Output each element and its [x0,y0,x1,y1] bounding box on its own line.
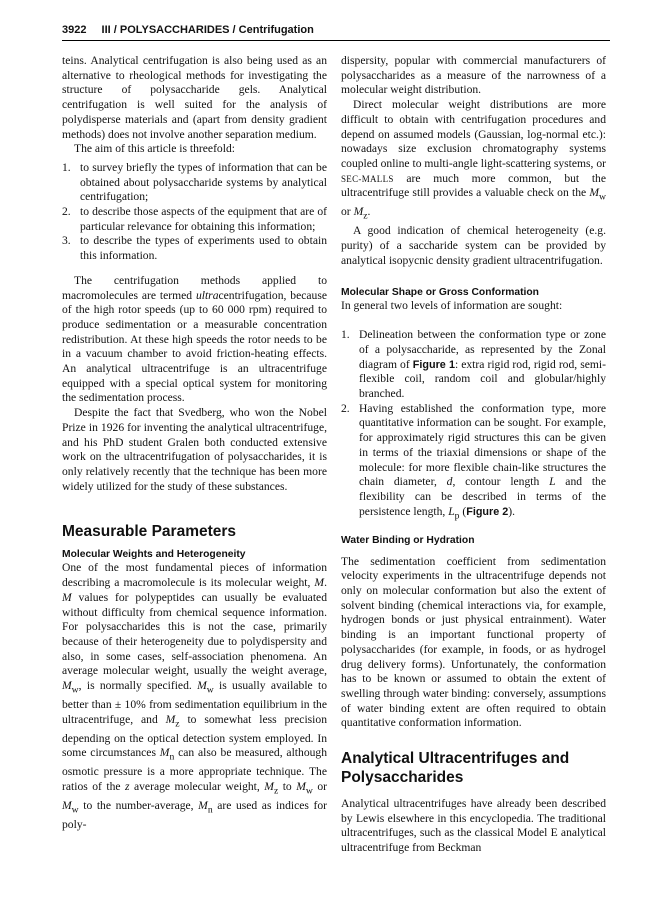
list-text: to survey briefly the types of information that can be obtained about polysaccharide systems by analytical centrifugation; [80,160,327,204]
list-text: to describe the types of experiments used to obtain this information. [80,234,327,263]
acronym: SEC-MALLS [341,173,394,184]
list-number: 2. [341,401,350,415]
list-item: 1. Delineation between the conformation type or zone of a polysaccharide, as represented by the Zonal diagram of Figure 1: extra rigid rod, rigid rod, semi-flexible coil, random coil and globular/highly branched. [341,328,606,400]
paragraph: The aim of this article is threefold: [74,142,235,156]
list-item: 2. Having established the conformation type, more quantitative information can be sought. For example, for approximately rigid structures this can be given in terms of the triaxial dimensions or shape of the molecule: for more flexible chain-like structures the chain diameter, d, contour length L and the flexibility can be described in terms of the persistence length, $L_p$ (Figure 2). [341,401,606,521]
running-title: III / POLYSACCHARIDES / Centrifugation [101,24,314,36]
paragraph: dispersity, popular with commercial manufacturers of polysaccharides as a measure of the narrowness of a molecular weight distribution. [341,54,606,97]
list-number: 1. [341,328,350,342]
list-number: 3. [62,234,71,248]
header-rule [62,40,610,41]
page-number: 3922 [62,24,87,36]
right-column [341,54,606,856]
aims-list [62,161,327,264]
list-text: to describe those aspects of the equipment that are of particular relevance for obtaining this information; [80,205,327,233]
paragraph: A good indication of chemical heterogeneity (e.g. purity) of a saccharide system can be provided by analytical isopycnic density gradient ultracentrifugation. [341,224,606,267]
paragraph: Analytical ultracentrifuges have already been described by Lewis elsewhere in this encyclopedia. The traditional ultracentrifuges, such as the classical Model E analytical ultracentrifuge from Beckman [341,797,606,855]
paragraph: The centrifugation methods applied to macromolecules are termed ultracentrifugation, because of the high rotor speeds (up to 60 000 rpm) required to produce sedimentation or a measurable concentration redistribution. At these high speeds the rotor needs to be in a vacuum chamber to avoid friction-heating effects. An analytical ultracentrifuge is an ultracentrifuge equipped with a special optical system for monitoring the sedimentation process. [62,273,327,405]
paragraph: In general two levels of information are sought: [341,299,563,313]
list-item [62,205,327,234]
section-heading: Analytical Ultracentrifuges and Polysaccharides [341,750,570,787]
figure-reference[interactable]: Figure 2 [466,505,509,518]
paragraph: The sedimentation coefficient from sedimentation velocity experiments in the ultracentrifuge depends not only on molecular conformation but also the extent of solvent binding (chemical interactions via, for example, hydrogen bonds or just physical entrainment). Water binding is an important functional property of polysaccharides (for example, in foods, or as hydrogel drug delivery forms). Unfortunately, the conformation has to be known or assumed to obtain the extent of swelling through water binding: conversely, assumptions of water binding extent are often required to obtain quantitative conformation information. [341,554,606,730]
paragraph: One of the most fundamental pieces of information describing a macromolecule is its molecular weight, M. M values for polypeptides can usually be evaluated without difficulty from chemical sequence information. For polysaccharides this is not the case, primarily because of their heterogeneity due to polydispersity and also, in some cases, self-association phenomena. An average molecular weight, usually the weight average, $M_w$, is normally specified. $M_w$ is usually available to better than ± 10% from sedimentation equilibrium in the ultracentrifuge, and $M_z$ to somewhat less precision depending on the optical detection system employed. In some circumstances $M_n$ can also be measured, although osmotic pressure is a more appropriate technique. The ratios of the z average molecular weight, $M_z$ to $M_w$ or $M_w$ to the number-average, $M_n$ are used as indices for poly- [62,561,328,832]
figure-reference[interactable]: Figure 1 [412,358,455,371]
paragraph: Direct molecular weight distributions are more difficult to obtain with centrifugation procedures and depend on assumed models (Gaussian, log-normal etc.): nowadays size exclusion chromatography systems coupled online to multi-angle light-scattering systems, or SEC-MALLS are much more common, but the ultracentrifuge still provides a valuable check on the $M_w$ or $M_z$. [341,98,606,222]
paragraph: teins. Analytical centrifugation is also being used as an alternative to rheological methods for investigating the structure of polysaccharide gels. Analytical centrifugation is well suited for the analysis of polydisperse materials and (apart from density gradient methods) does not involve another separation medium. [62,54,327,141]
levels-list [341,328,606,523]
list-item [62,161,327,205]
list-item [62,234,327,263]
running-header [62,24,610,36]
paragraph: Despite the fact that Svedberg, who won the Nobel Prize in 1926 for inventing the analytical ultracentrifuge, and his PhD student Gralen both conducted extensive work on the ultracentrifugation of polysaccharides, it is only relatively recently that the technique has been more widely utilized for the study of these substances. [62,406,327,493]
left-column [62,54,327,833]
subsection-heading: Molecular Weights and Heterogeneity [62,549,246,561]
list-number: 1. [62,160,71,174]
subsection-heading: Water Binding or Hydration [341,534,475,546]
section-heading: Measurable Parameters [62,523,237,541]
subsection-heading: Molecular Shape or Gross Conformation [341,287,539,299]
list-number: 2. [62,205,71,219]
